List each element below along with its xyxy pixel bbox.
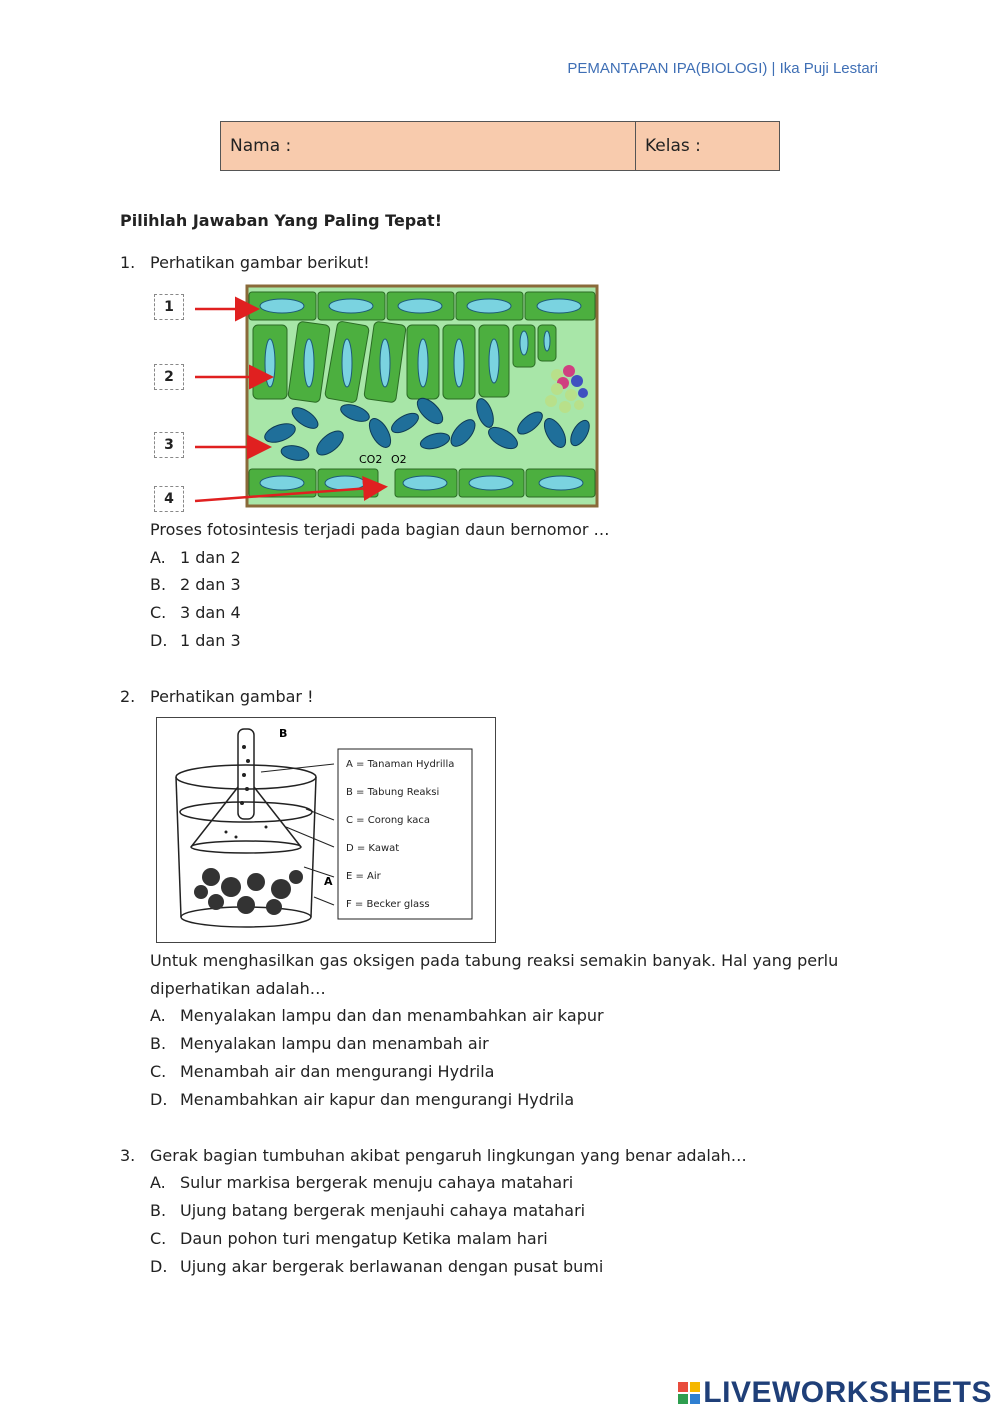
legend-d: D = Kawat [346, 843, 400, 854]
figure-label-1: 1 [154, 294, 184, 320]
upper-epidermis [249, 292, 595, 320]
q2-question-line1: Untuk menghasilkan gas oksigen pada tabung reaksi semakin banyak. Hal yang perlu [150, 951, 839, 970]
q2-option-a[interactable]: A. Menyalakan lampu dan dan menambahkan air kapur [150, 1006, 604, 1025]
q1-question: Proses fotosintesis terjadi pada bagian daun bernomor … [150, 520, 610, 539]
q3-option-d[interactable]: D. Ujung akar bergerak berlawanan dengan pusat bumi [150, 1257, 604, 1276]
q1-option-b[interactable]: B. 2 dan 3 [150, 575, 241, 594]
q1-option-d[interactable]: D. 1 dan 3 [150, 631, 241, 650]
page-header: PEMANTAPAN IPA(BIOLOGI) | Ika Puji Lestari [567, 60, 878, 77]
class-label: Kelas : [645, 136, 701, 156]
figure-label-3: 3 [154, 432, 184, 458]
label-b: B [279, 727, 288, 740]
liveworksheets-logo-icon [678, 1382, 700, 1404]
figure-label-4: 4 [154, 486, 184, 512]
q1-number: 1. [120, 253, 136, 272]
figure-label-2: 2 [154, 364, 184, 390]
q2-prompt: Perhatikan gambar ! [150, 687, 314, 706]
logo-text: LIVEWORKSHEETS [703, 1376, 992, 1409]
co2-label: CO2 [359, 453, 383, 466]
legend-b: B = Tabung Reaksi [346, 787, 440, 798]
legend-e: E = Air [346, 871, 381, 882]
q2-option-d[interactable]: D. Menambahkan air kapur dan mengurangi Hydrila [150, 1090, 575, 1109]
name-cell[interactable] [221, 122, 636, 170]
hydrilla-experiment-figure [156, 717, 496, 943]
q3-option-b[interactable]: B. Ujung batang bergerak menjauhi cahaya matahari [150, 1201, 586, 1220]
leaf-cross-section-figure [185, 283, 605, 513]
q3-option-a[interactable]: A. Sulur markisa bergerak menuju cahaya matahari [150, 1173, 574, 1192]
legend-c: C = Corong kaca [346, 815, 431, 826]
q2-option-c[interactable]: C. Menambah air dan mengurangi Hydrila [150, 1062, 495, 1081]
q2-number: 2. [120, 687, 136, 706]
legend-a: A = Tanaman Hydrilla [346, 759, 455, 770]
q2-question-line2: diperhatikan adalah… [150, 979, 326, 998]
q1-prompt: Perhatikan gambar berikut! [150, 253, 370, 272]
liveworksheets-logo[interactable] [678, 1376, 992, 1410]
label-a: A [324, 875, 333, 888]
legend-f: F = Becker glass [346, 899, 430, 910]
q2-option-b[interactable]: B. Menyalakan lampu dan menambah air [150, 1034, 489, 1053]
q3-question: Gerak bagian tumbuhan akibat pengaruh lingkungan yang benar adalah… [150, 1146, 747, 1165]
name-class-box [220, 121, 780, 171]
name-label: Nama : [230, 136, 292, 156]
instruction: Pilihlah Jawaban Yang Paling Tepat! [120, 211, 442, 230]
o2-label: O2 [391, 453, 407, 466]
q3-number: 3. [120, 1146, 136, 1165]
q1-option-a[interactable]: A. 1 dan 2 [150, 548, 241, 567]
q3-option-c[interactable]: C. Daun pohon turi mengatup Ketika malam hari [150, 1229, 548, 1248]
q1-option-c[interactable]: C. 3 dan 4 [150, 603, 241, 622]
